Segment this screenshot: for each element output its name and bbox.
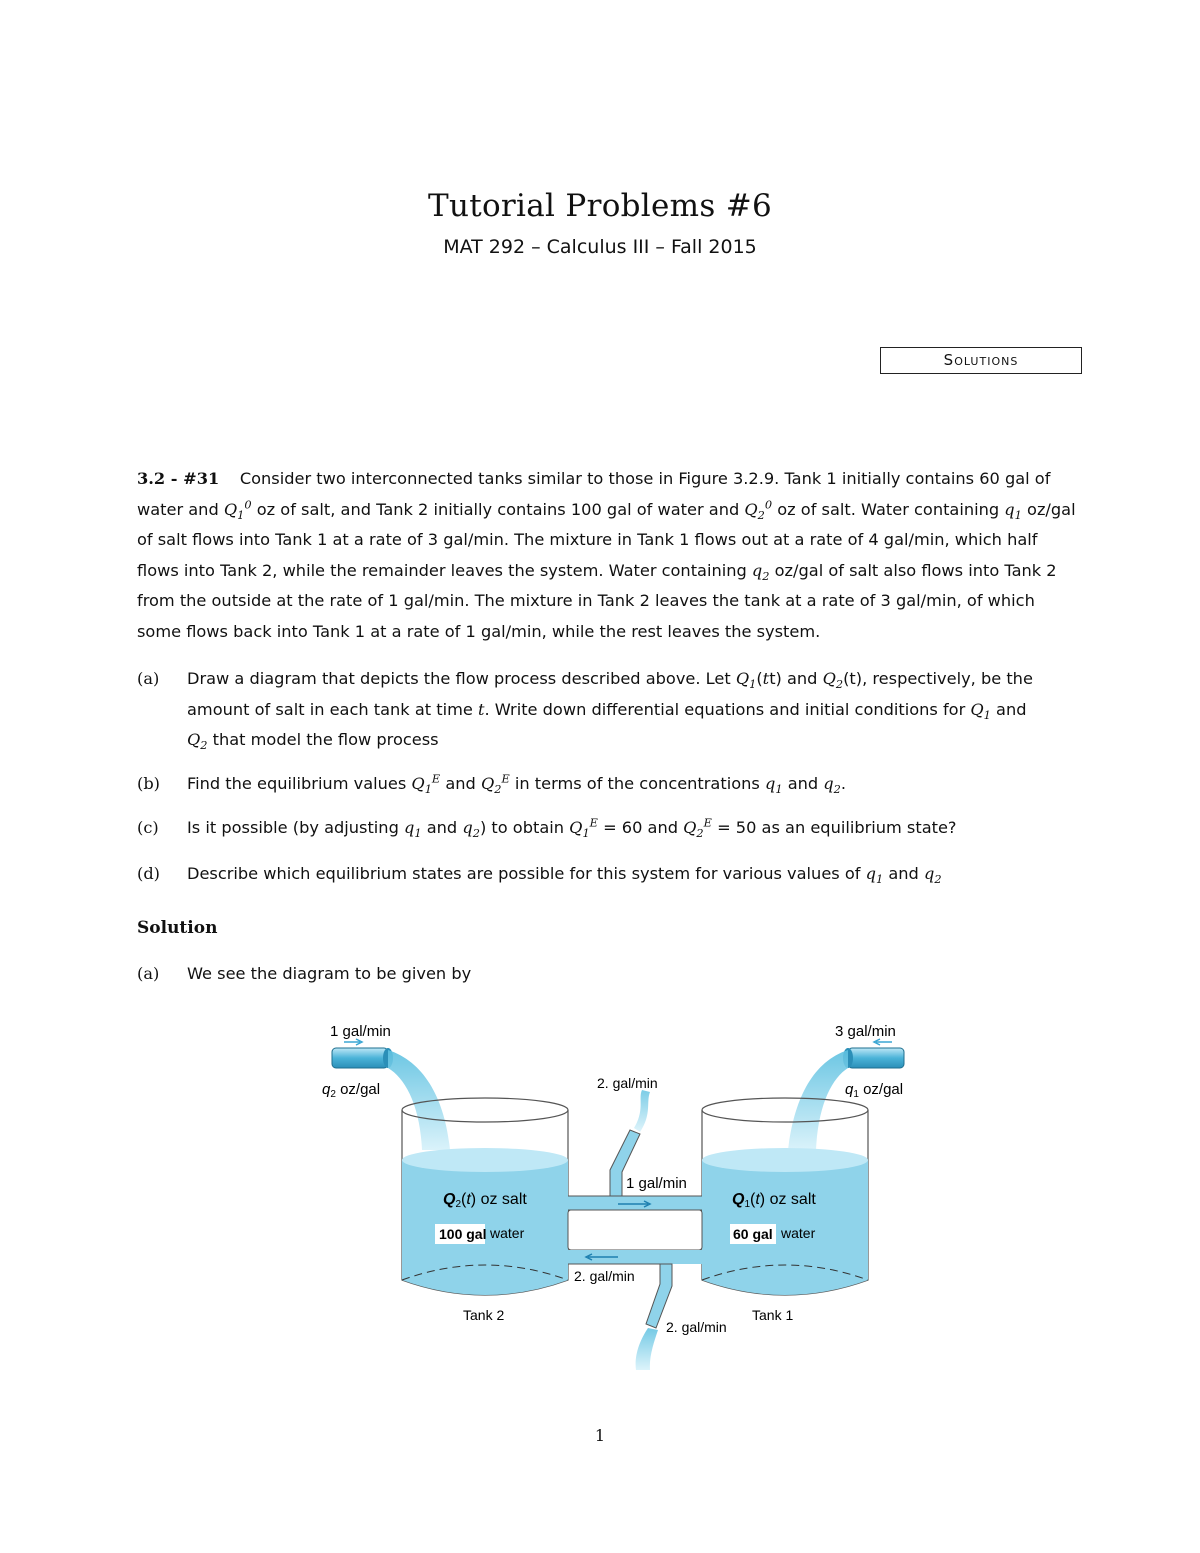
tank-1-salt-label: Q1(t) oz salt	[732, 1191, 816, 1210]
solution-part-a	[137, 959, 1083, 990]
left-inflow-rate-label: 1 gal/min	[330, 1023, 391, 1040]
solution-heading: Solution	[137, 918, 218, 938]
tank-1	[702, 1098, 868, 1323]
tank-1-label: Tank 1	[752, 1307, 794, 1323]
right-inflow-rate-label: 3 gal/min	[835, 1023, 896, 1040]
problem-text-3: oz of salt. Water containing	[772, 499, 1005, 519]
problem-text-2: oz of salt, and Tank 2 initially contains 100 gal of water and	[251, 499, 745, 519]
part-c-tag: (c)	[137, 818, 159, 837]
solution-part-a-text: We see the diagram to be given by	[187, 964, 472, 983]
bottom-outflow-label: 2. gal/min	[666, 1319, 727, 1335]
tank-2-water-amount: 100 gal	[439, 1226, 487, 1242]
part-c: (c) Is it possible (by adjusting $q_1$ and $q_2$) to obtain $Q_1^E = 60$ and $Q_2^E = 50$ as an equilibrium state?	[137, 813, 1083, 844]
part-b-text-5: .	[840, 774, 847, 793]
tank-1-water-label: water	[781, 1225, 816, 1241]
lower-pipe-label: 2. gal/min	[574, 1268, 635, 1284]
left-inflow-pipe	[332, 1048, 388, 1068]
part-a-text-5: and	[990, 699, 1027, 719]
top-outflow-label: 2. gal/min	[597, 1075, 658, 1091]
part-a-text-1: Draw a diagram that depicts the flow process described above. Let	[187, 669, 736, 688]
part-c-text-2: and	[421, 818, 463, 837]
part-c-text-1: Is it possible (by adjusting	[187, 818, 404, 837]
part-d: (d) Describe which equilibrium states are possible for this system for various values of $q_1$ and $q_2$	[137, 859, 1083, 890]
tank-2-water-label: water	[490, 1225, 525, 1241]
problem-label: 3.2 - #31	[137, 469, 220, 488]
tank-2-salt-label: Q2(t) oz salt	[443, 1191, 527, 1210]
part-a: (a) Draw a diagram that depicts the flow process described above. Let $Q_1(tt)$ and $Q_2(t)$, respectively, be the amount of salt in each tank at time t. Write down differential equations and initial conditions for $Q_1$ and $Q_2$ that model the flow process	[137, 664, 1083, 756]
tank-1-water-amount: 60 gal	[733, 1226, 773, 1242]
part-c-text-5: = 50 as an equilibrium state?	[711, 818, 957, 837]
upper-connecting-pipe	[568, 1196, 702, 1210]
math-q2-initial: $Q_2^0$	[744, 497, 773, 522]
math-q1-initial: $Q_1^0$	[223, 497, 252, 522]
math-q2-conc: $q_2$	[751, 560, 770, 584]
problem-text-1: Consider two interconnected tanks similar to those in Figure 3.2.9. Tank 1 initially contains 60 gal of water and	[137, 469, 1051, 519]
part-a-text-3: (t), respectively, be the amount of salt in each tank at time	[187, 669, 1033, 719]
part-d-text-2: and	[883, 864, 924, 883]
part-a-text-4: . Write down differential equations and initial conditions for	[484, 699, 971, 719]
right-inflow-stream	[788, 1050, 848, 1150]
tank-2-label: Tank 2	[463, 1307, 505, 1323]
problem-text-4: oz/gal of salt flows into Tank 1 at a rate of 3 gal/min. The mixture in Tank 1 flows out at a rate of 4 gal/min, which half flows into Tank 2, while the remainder leaves the system. Water containing	[137, 499, 1076, 580]
part-b: (b) Find the equilibrium values $Q_1^E$ and $Q_2^E$ in terms of the concentrations $q_1$ and $q_2$.	[137, 769, 1083, 800]
left-inflow-conc-label: $q_2$ oz/gal	[322, 1081, 381, 1100]
math-q1-conc: $q_1$	[1004, 499, 1022, 522]
part-b-text-1: Find the equilibrium values	[187, 774, 412, 793]
right-inflow-pipe	[848, 1048, 904, 1068]
part-d-text-1: Describe which equilibrium states are possible for this system for various values of	[187, 864, 866, 883]
solution-part-a-tag: (a)	[137, 964, 160, 983]
part-d-tag: (d)	[137, 864, 160, 883]
tank-diagram	[300, 1010, 920, 1380]
part-a-text-2: t) and	[769, 669, 823, 688]
part-b-text-2: and	[440, 774, 481, 793]
solutions-box: Solutions	[880, 347, 1082, 374]
problem-statement	[137, 464, 1083, 648]
part-b-text-4: and	[782, 774, 824, 793]
course-subtitle: MAT 292 – Calculus III – Fall 2015	[443, 236, 757, 258]
part-a-tag: (a)	[137, 669, 160, 688]
part-c-text-3: ) to obtain	[479, 818, 570, 837]
page-title: Tutorial Problems #6	[427, 188, 773, 224]
problem-text-5: oz/gal of salt also flows into Tank 2 from the outside at the rate of 1 gal/min. The mixture in Tank 2 leaves the tank at a rate of 3 gal/min, of which some flows back into Tank 1 at a rate of 1 gal/min, while the rest leaves the system.	[137, 560, 1057, 641]
part-a-text-6: that model the flow process	[207, 730, 439, 750]
upper-pipe-label: 1 gal/min	[626, 1175, 687, 1192]
part-b-tag: (b)	[137, 774, 160, 793]
right-inflow-conc-label: $q_1$ oz/gal	[845, 1081, 904, 1100]
part-b-text-3: in terms of the concentrations	[509, 774, 765, 793]
page-number: 1	[594, 1426, 606, 1445]
part-c-text-4: = 60 and	[597, 818, 684, 837]
